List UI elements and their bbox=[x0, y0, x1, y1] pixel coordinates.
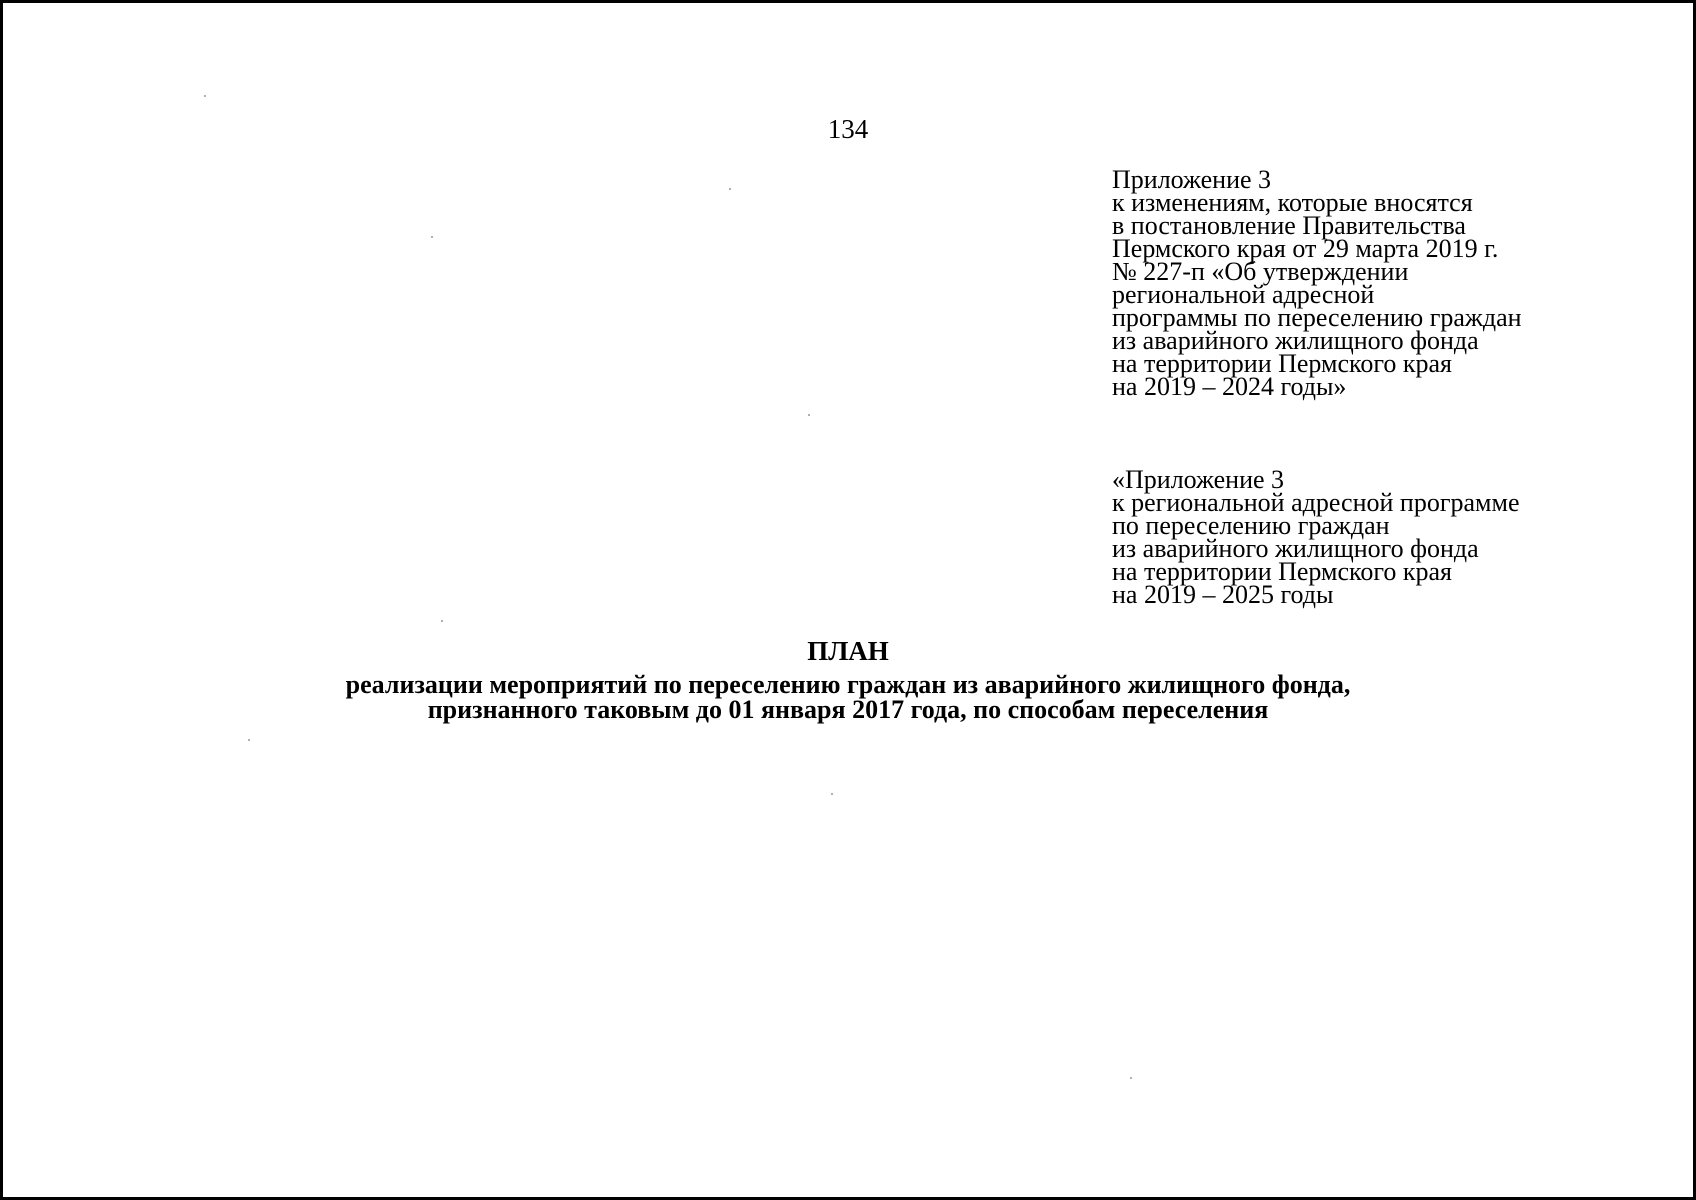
scan-speck bbox=[808, 414, 810, 416]
scan-speck bbox=[1130, 1077, 1132, 1079]
appendix-amendment-line: региональной адресной bbox=[1112, 280, 1375, 309]
plan-subtitle-line: реализации мероприятий по переселению граждан из аварийного жилищного фонда, bbox=[345, 670, 1351, 699]
appendix-amendment-line: на территории Пермского края bbox=[1112, 349, 1452, 378]
scan-speck bbox=[441, 620, 443, 622]
plan-subtitle-line: признанного таковым до 01 января 2017 года, по способам переселения bbox=[427, 695, 1269, 724]
appendix-program-block bbox=[1112, 465, 1682, 609]
appendix-amendment-line: к изменениям, которые вносятся bbox=[1112, 188, 1473, 217]
appendix-amendment-line: № 227-п «Об утверждении bbox=[1112, 257, 1409, 286]
scan-speck bbox=[204, 95, 206, 97]
scan-speck bbox=[431, 236, 433, 238]
appendix-program-line: на 2019 – 2025 годы bbox=[1112, 580, 1334, 609]
appendix-amendment-line: Приложение 3 bbox=[1112, 165, 1272, 194]
page-number: 134 bbox=[827, 114, 869, 144]
appendix-amendment-line: программы по переселению граждан bbox=[1112, 303, 1522, 332]
appendix-amendment-line: из аварийного жилищного фонда bbox=[1112, 326, 1479, 355]
scan-speck bbox=[831, 793, 833, 795]
appendix-program-line: по переселению граждан bbox=[1112, 511, 1390, 540]
plan-title: ПЛАН bbox=[807, 636, 889, 666]
scan-speck bbox=[729, 188, 731, 190]
appendix-amendment-line: Пермского края от 29 марта 2019 г. bbox=[1112, 234, 1499, 263]
appendix-amendment-line: в постановление Правительства bbox=[1112, 211, 1466, 240]
appendix-program-line: к региональной адресной программе bbox=[1112, 488, 1520, 517]
appendix-program-line: на территории Пермского края bbox=[1112, 557, 1452, 586]
scan-speck bbox=[248, 739, 250, 741]
appendix-program-line: из аварийного жилищного фонда bbox=[1112, 534, 1479, 563]
plan-subtitle bbox=[0, 672, 1696, 722]
appendix-program-line: «Приложение 3 bbox=[1112, 465, 1285, 494]
appendix-amendment-line: на 2019 – 2024 годы» bbox=[1112, 372, 1347, 401]
appendix-amendment-block bbox=[1112, 165, 1682, 401]
